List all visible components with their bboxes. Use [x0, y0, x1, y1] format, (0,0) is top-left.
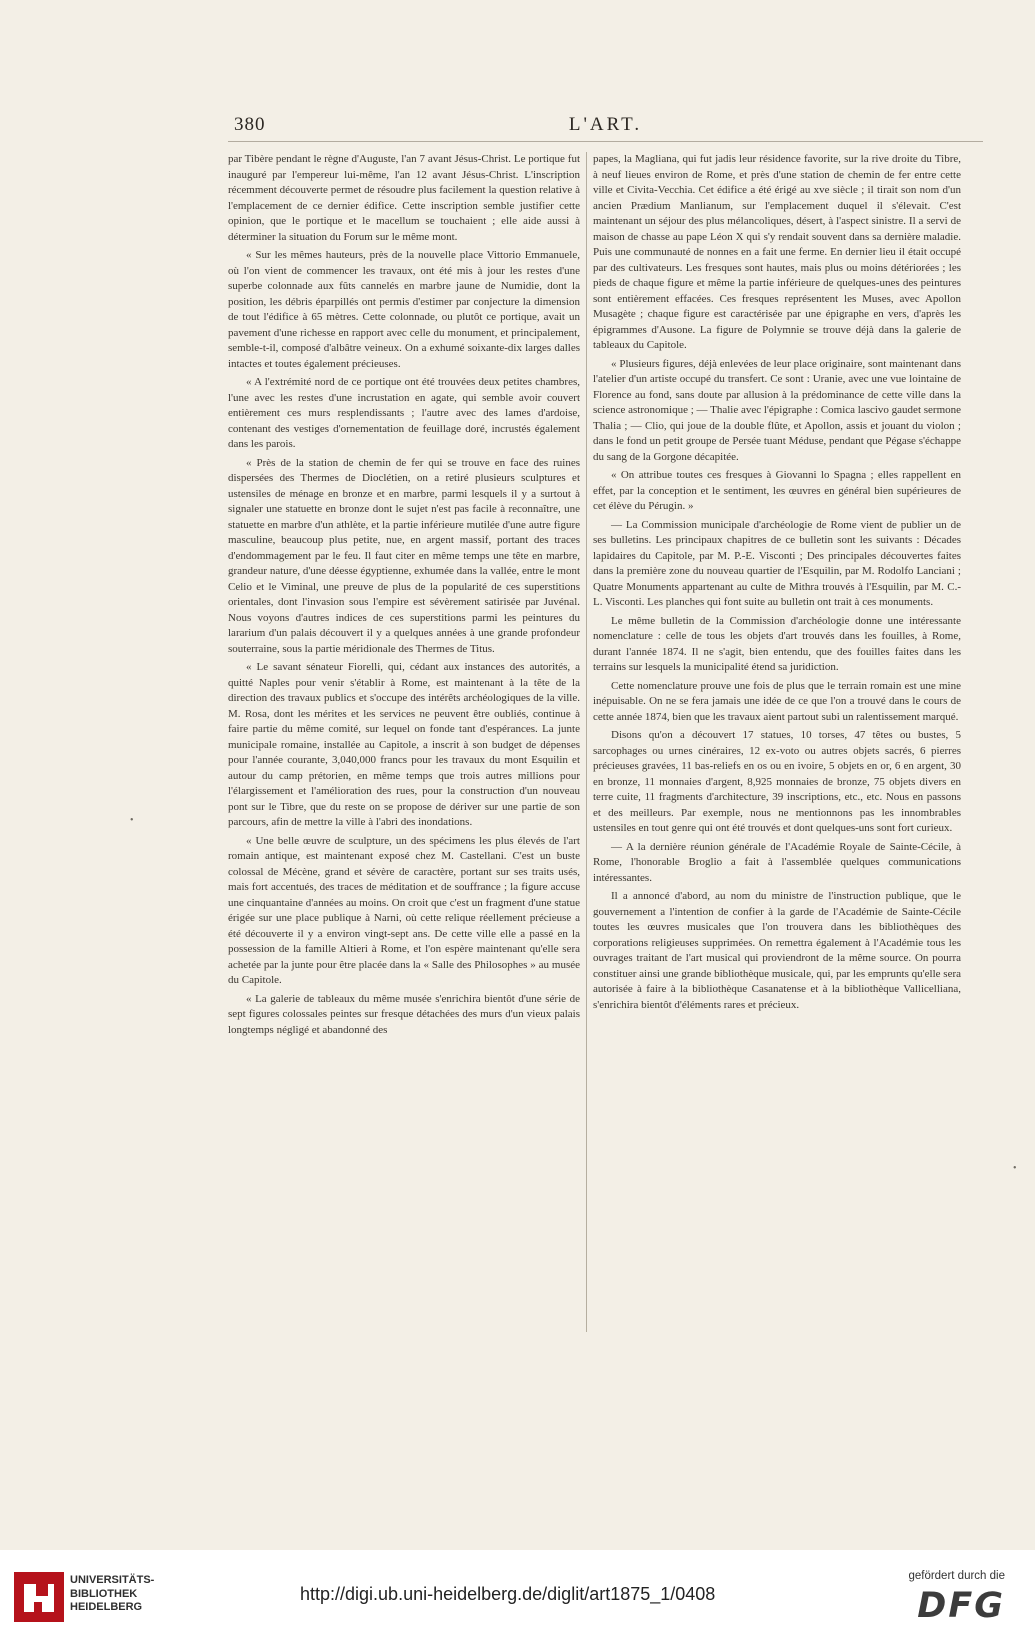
paragraph: — A la dernière réunion générale de l'Académie Royale de Sainte-Cécile, à Rome, l'honorable Broglio a fait à l'assemblée quelques communications intéressantes.	[593, 840, 961, 884]
running-title: L'ART.	[568, 114, 643, 135]
paragraph: papes, la Magliana, qui fut jadis leur résidence favorite, sur la rive droite du Tibre, à neuf lieues environ de Rome, et près d'une station de chemin de fer entre cette ville et Civita-Vecchia. Cet édifice a été érigé au xve siècle ; il tirait son nom d'un ancien Prædium Manlianum, sur l'emplacement duquel il s'élevait. C'est maintenant un séjour des plus mélancoliques, désert, à l'aspect sinistre. Il a servi de maison de chasse au pape Léon X qui s'y rendait souvent dans sa dernière maladie. Puis une communauté de nonnes en a fait une ferme. En dernier lieu il était occupé par des cultivateurs. Les fresques sont hautes, mais plus ou moins détériorées ; les pieds de chaque figure et même la partie inférieure de quelques-unes des peintures sont entièrement effacées. Ces fresques représentent les Muses, avec Apollon Musagète ; chaque figure est caractérisée par une épigraphe en vers, d'après les épigrammes d'Ausone. La figure de Polymnie se trouve déjà dans la galerie de tableaux du Capitole.	[593, 153, 961, 351]
institution-line: BIBLIOTHEK	[70, 1587, 138, 1600]
institution-line: UNIVERSITÄTS-	[70, 1574, 155, 1586]
paragraph: « On attribue toutes ces fresques à Giovanni lo Spagna ; elles rappellent en effet, par la conception et le sentiment, les œuvres en général bien supérieures de cet élève du Pérugin. »	[593, 469, 961, 512]
page-number: 380	[234, 114, 266, 135]
permalink-url[interactable]: http://digi.ub.uni-heidelberg.de/diglit/art1875_1/0408	[300, 1584, 716, 1604]
paragraph: — La Commission municipale d'archéologie de Rome vient de publier un de ses bulletins. Les principaux chapitres de ce bulletin sont les suivants : Décades lapidaires du Capitole, par M. P.-E. Visconti ; Des principales découvertes faites dans la première zone du nouveau quartier de l'Esquilin, par M. Rodolfo Lanciani ; Quatre Monuments appartenant au culte de Mithra trouvés à l'Esquilin, par M. C.-L. Visconti. Les planches qui font suite au bulletin ont trait à ces monuments.	[593, 518, 961, 608]
column-divider	[586, 152, 587, 1332]
paragraph: « Sur les mêmes hauteurs, près de la nouvelle place Vittorio Emmanuele, où l'on vient de commencer les travaux, ont été mis à jour les restes d'une superbe colonnade aux fûts cannelés en marbre jaune de Numidie, dont la position, les débris éparpillés ont permis d'estimer par conjecture la dimension de tout l'édifice à 65 mètres. Cette colonnade, ou plutôt ce portique, avait un pavement d'une richesse en rapport avec celle du monument, et principalement, semble-t-il, composé d'albâtre veineux. On a exhumé soixante-dix larges dalles intactes et toutes également précieuses.	[228, 249, 580, 370]
paragraph: « Le savant sénateur Fiorelli, qui, cédant aux instances des autorités, a quitté Naples pour venir s'établir à Rome, est maintenant à la tête de la direction des travaux publics et s'occupe des intérêts archéologiques de la ville. M. Rosa, dont les mérites et les services ne peuvent être oubliés, continue à faire partie du même comité, sur lequel on fonde tant d'espérances. La junte municipale romaine, installée au Capitole, a inscrit à son budget de dépenses pour l'année courante, 3,040,000 francs pour les travaux du mont Esquilin et autour du camp prétorien, en même temps que trois autres millions pour l'élargissement et l'amélioration des rues, pour la construction d'un nouveau pont sur le Tibre, que du reste on se propose de dériver sur une partie de son parcours, afin de mettre la ville à l'abri des inondations.	[228, 661, 580, 828]
scan-speck: •	[130, 815, 134, 826]
left-column	[228, 152, 580, 1332]
institution-line: HEIDELBERG	[70, 1601, 143, 1613]
paragraph: par Tibère pendant le règne d'Auguste, l'an 7 avant Jésus-Christ. Le portique fut inauguré par l'empereur lui-même, l'an 12 avant Jésus-Christ. L'inscription récemment découverte permet de résoudre plus facilement la question relative à l'emplacement de ce dernier édifice. Cette inscription semble justifier cette opinion, que le portique et le macellum se touchaient ; elle aide aussi à déterminer la situation du Forum sur le même mont.	[228, 153, 580, 243]
dfg-logo-icon[interactable]: DFG	[917, 1586, 1005, 1626]
header-rule	[228, 141, 983, 142]
institution-name[interactable]	[70, 1574, 154, 1615]
right-column	[593, 152, 961, 1332]
paragraph: « A l'extrémité nord de ce portique ont été trouvées deux petites chambres, l'une avec les restes d'une incrustation en agate, qui semble avoir couvert entièrement ces murs resplendissants ; l'autre avec des lames d'ardoise, contenant des vestiges d'ornementation de feuillage doré, incrustés également dans les parois.	[228, 376, 580, 450]
paragraph: « Plusieurs figures, déjà enlevées de leur place originaire, sont maintenant dans l'atelier d'un artiste occupé du transfert. Ce sont : Uranie, avec une vue lointaine de Florence au fond, sans doute par allusion à la prédominance de cette ville dans la science astronomique ; — Thalie avec l'épigraphe : Comica lascivo gaudet sermone Thalia ; — Clio, qui joue de la double flûte, et Apollon, assis et jouant du violon ; dans le fond un petit groupe de Persée tuant Méduse, pendant que Pégase s'échappe du sang de la Gorgone décapitée.	[593, 357, 961, 463]
scan-speck: •	[1013, 1163, 1017, 1174]
footer-bar	[0, 1550, 1035, 1645]
paragraph: Il a annoncé d'abord, au nom du ministre de l'instruction publique, que le gouvernement a l'intention de confier à la garde de l'Académie de Sainte-Cécile toutes les œuvres musicales que l'on trouvera dans les bibliothèques des corporations religieuses supprimées. On remettra également à l'Académie tous les ouvrages traitant de l'art musical qui proviendront de la même source. On pourra constituer ainsi une grande bibliothèque musicale, qui, par les emprunts qu'elle sera autorisée à faire à la bibliothèque Casanatense et à la bibliothèque Vallicelliana, s'enrichira bientôt d'éléments rares et précieux.	[593, 890, 961, 1011]
paragraph: « La galerie de tableaux du même musée s'enrichira bientôt d'une série de sept figures colossales peintes sur fresque détachées des murs d'un vieux palais longtemps négligé et abandonné des	[228, 992, 580, 1036]
paragraph: Disons qu'on a découvert 17 statues, 10 torses, 47 têtes ou bustes, 5 sarcophages ou urnes cinéraires, 12 ex-voto ou autres objets sacrés, 6 pierres précieuses gravées, 11 bas-reliefs en os ou en ivoire, 5 objets en or, 6 en argent, 30 en bronze, 11 monnaies d'argent, 8,925 monnaies de bronze, 75 objets divers en terre cuite, 11 fragments d'architecture, 39 inscriptions, etc., etc. Nous en passons et des meilleurs. Par exemple, nous ne mentionnons pas les innombrables ustensiles en tout genre qui ont été trouvés et dont quelques-uns sont fort curieux.	[593, 729, 961, 834]
funding-note: gefördert durch die	[908, 1570, 1005, 1582]
paragraph: « Près de la station de chemin de fer qui se trouve en face des ruines dispersées des Thermes de Dioclétien, on a retiré plusieurs sculptures et ustensiles de ménage en bronze et en marbre, parmi lesquels il y a surtout à signaler une statuette en bronze dont le sujet n'est pas facile à reconnaître, une statuette en marbre d'un athlète, et la partie inférieure mutilée d'une autre figure masculine, beaucoup plus petite, nue, en argent massif, portant des traces d'endommagement par le feu. Il faut citer en même temps une tête en marbre, grandeur nature, d'une déesse égyptienne, exhumée dans la vallée, entre le mont Celio et le Viminal, une preuve de plus de la popularité de ces superstitions orientales, dont l'invasion sous l'empire est sévèrement satirisée par Juvénal. Nous voyons d'autres indices de ces superstitions parmi les peintures du lararium d'un palais découvert il y a quelques années à une grande profondeur souterraine, sous la partie méridionale des Thermes de Titus.	[228, 456, 580, 655]
ub-heidelberg-logo-icon[interactable]	[14, 1572, 64, 1622]
page-header	[228, 114, 983, 144]
paragraph: Le même bulletin de la Commission d'archéologie donne une intéressante nomenclature : celle de tous les objets d'art trouvés dans les fouilles, à Rome, durant l'année 1874. Il ne s'agit, bien entendu, que des fouilles faites dans les terrains sur lesquels la municipalité étend sa juridiction.	[593, 614, 961, 673]
paragraph: « Une belle œuvre de sculpture, un des spécimens les plus élevés de l'art romain antique, est maintenant exposé chez M. Castellani. C'est un buste colossal de Mécène, grand et sévère de caractère, portant sur ses traits usés, mais fort accentués, des traces de méditation et de souffrance ; la figure accuse une cinquantaine d'années au moins. On croit que c'est un fragment d'une statue érigée sur une place publique à Narni, où cette relique réellement précieuse a été découverte il y a environ vingt-sept ans. De cette ville elle a passé en la possession de la famille Altieri à Rome, et l'on espère maintenant qu'elle sera achetée par la junte pour être placée dans la « Salle des Philosophes » au musée du Capitole.	[228, 834, 580, 986]
paragraph: Cette nomenclature prouve une fois de plus que le terrain romain est une mine inépuisable. On ne se fera jamais une idée de ce que l'on a trouvé dans le cours de cette année 1874, bien que les travaux aient partout subi un ralentissement marqué.	[593, 679, 961, 723]
